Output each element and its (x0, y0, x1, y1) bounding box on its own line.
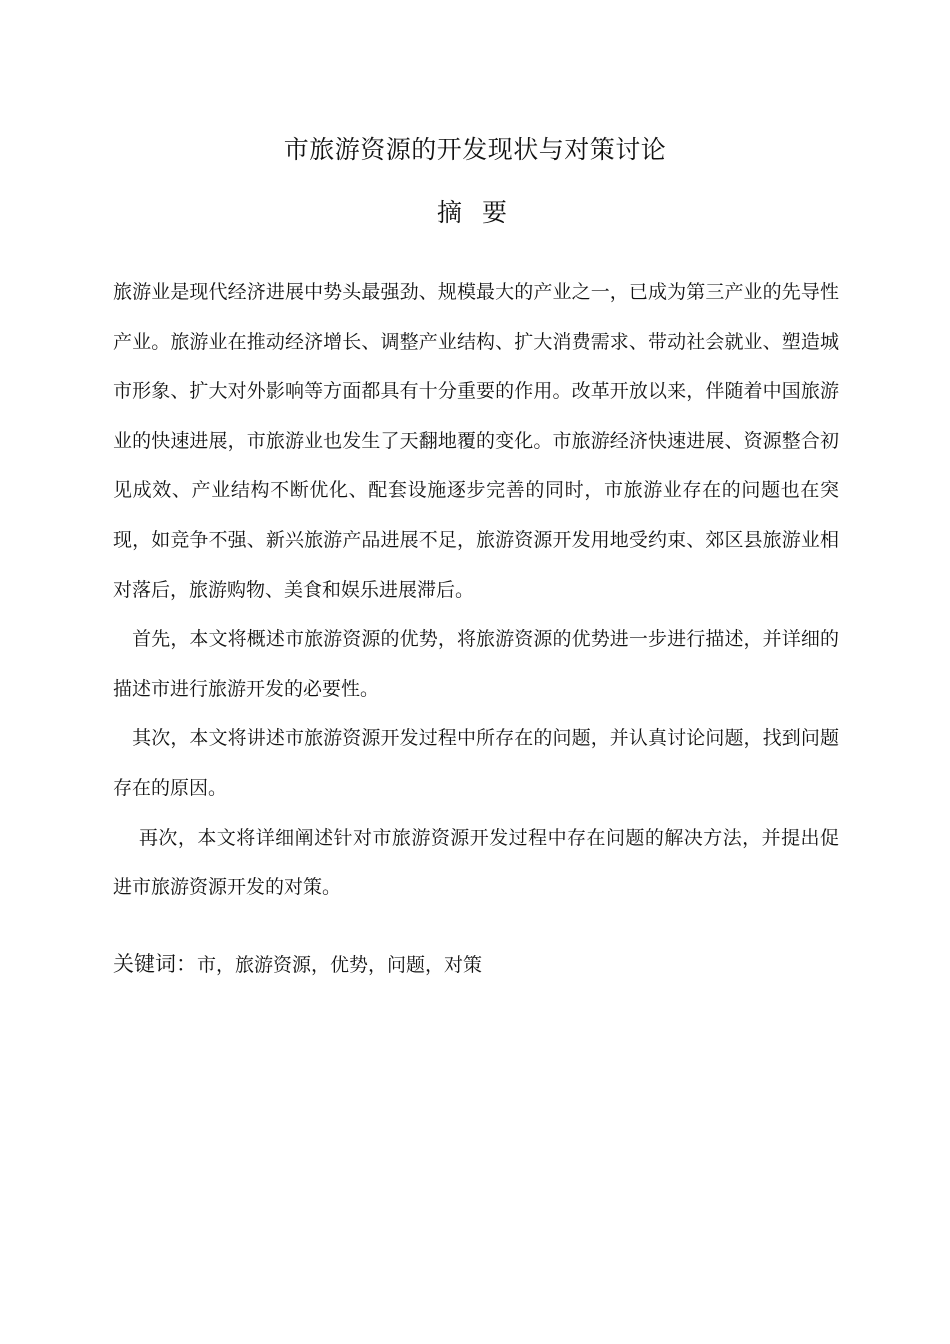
keywords-value: 市，旅游资源，优势，问题，对策 (197, 954, 483, 976)
abstract-paragraph-4: 再次，本文将详细阐述针对市旅游资源开发过程中存在问题的解决方法，并提出促进市旅游资源开发的对策。 (113, 826, 839, 899)
abstract-heading: 摘 要 (437, 198, 513, 227)
document-title: 市旅游资源的开发现状与对策讨论 (283, 135, 667, 164)
abstract-paragraph-1: 旅游业是现代经济进展中势头最强劲、规模最大的产业之一，已成为第三产业的先导性产业。旅游业在推动经济增长、调整产业结构、扩大消费需求、带动社会就业、塑造城市形象、扩大对外影响等方面都具有十分重要的作用。改革开放以来，伴随着中国旅游业的快速进展，市旅游业也发生了天翻地覆的变化。市旅游经济快速进展、资源整合初见成效、产业结构不断优化、配套设施逐步完善的同时，市旅游业存在的问题也在突现，如竞争不强、新兴旅游产品进展不足，旅游资源开发用地受约束、郊区县旅游业相对落后，旅游购物、美食和娱乐进展滞后。 (113, 281, 839, 601)
abstract-body (113, 268, 839, 913)
abstract-paragraph-2: 首先，本文将概述市旅游资源的优势，将旅游资源的优势进一步进行描述，并详细的描述市进行旅游开发的必要性。 (113, 628, 839, 700)
keywords-line (113, 944, 839, 986)
abstract-paragraph-3: 其次，本文将讲述市旅游资源开发过程中所存在的问题，并认真讨论问题，找到问题存在的原因。 (113, 727, 839, 799)
keywords-label: 关键词： (113, 952, 197, 976)
